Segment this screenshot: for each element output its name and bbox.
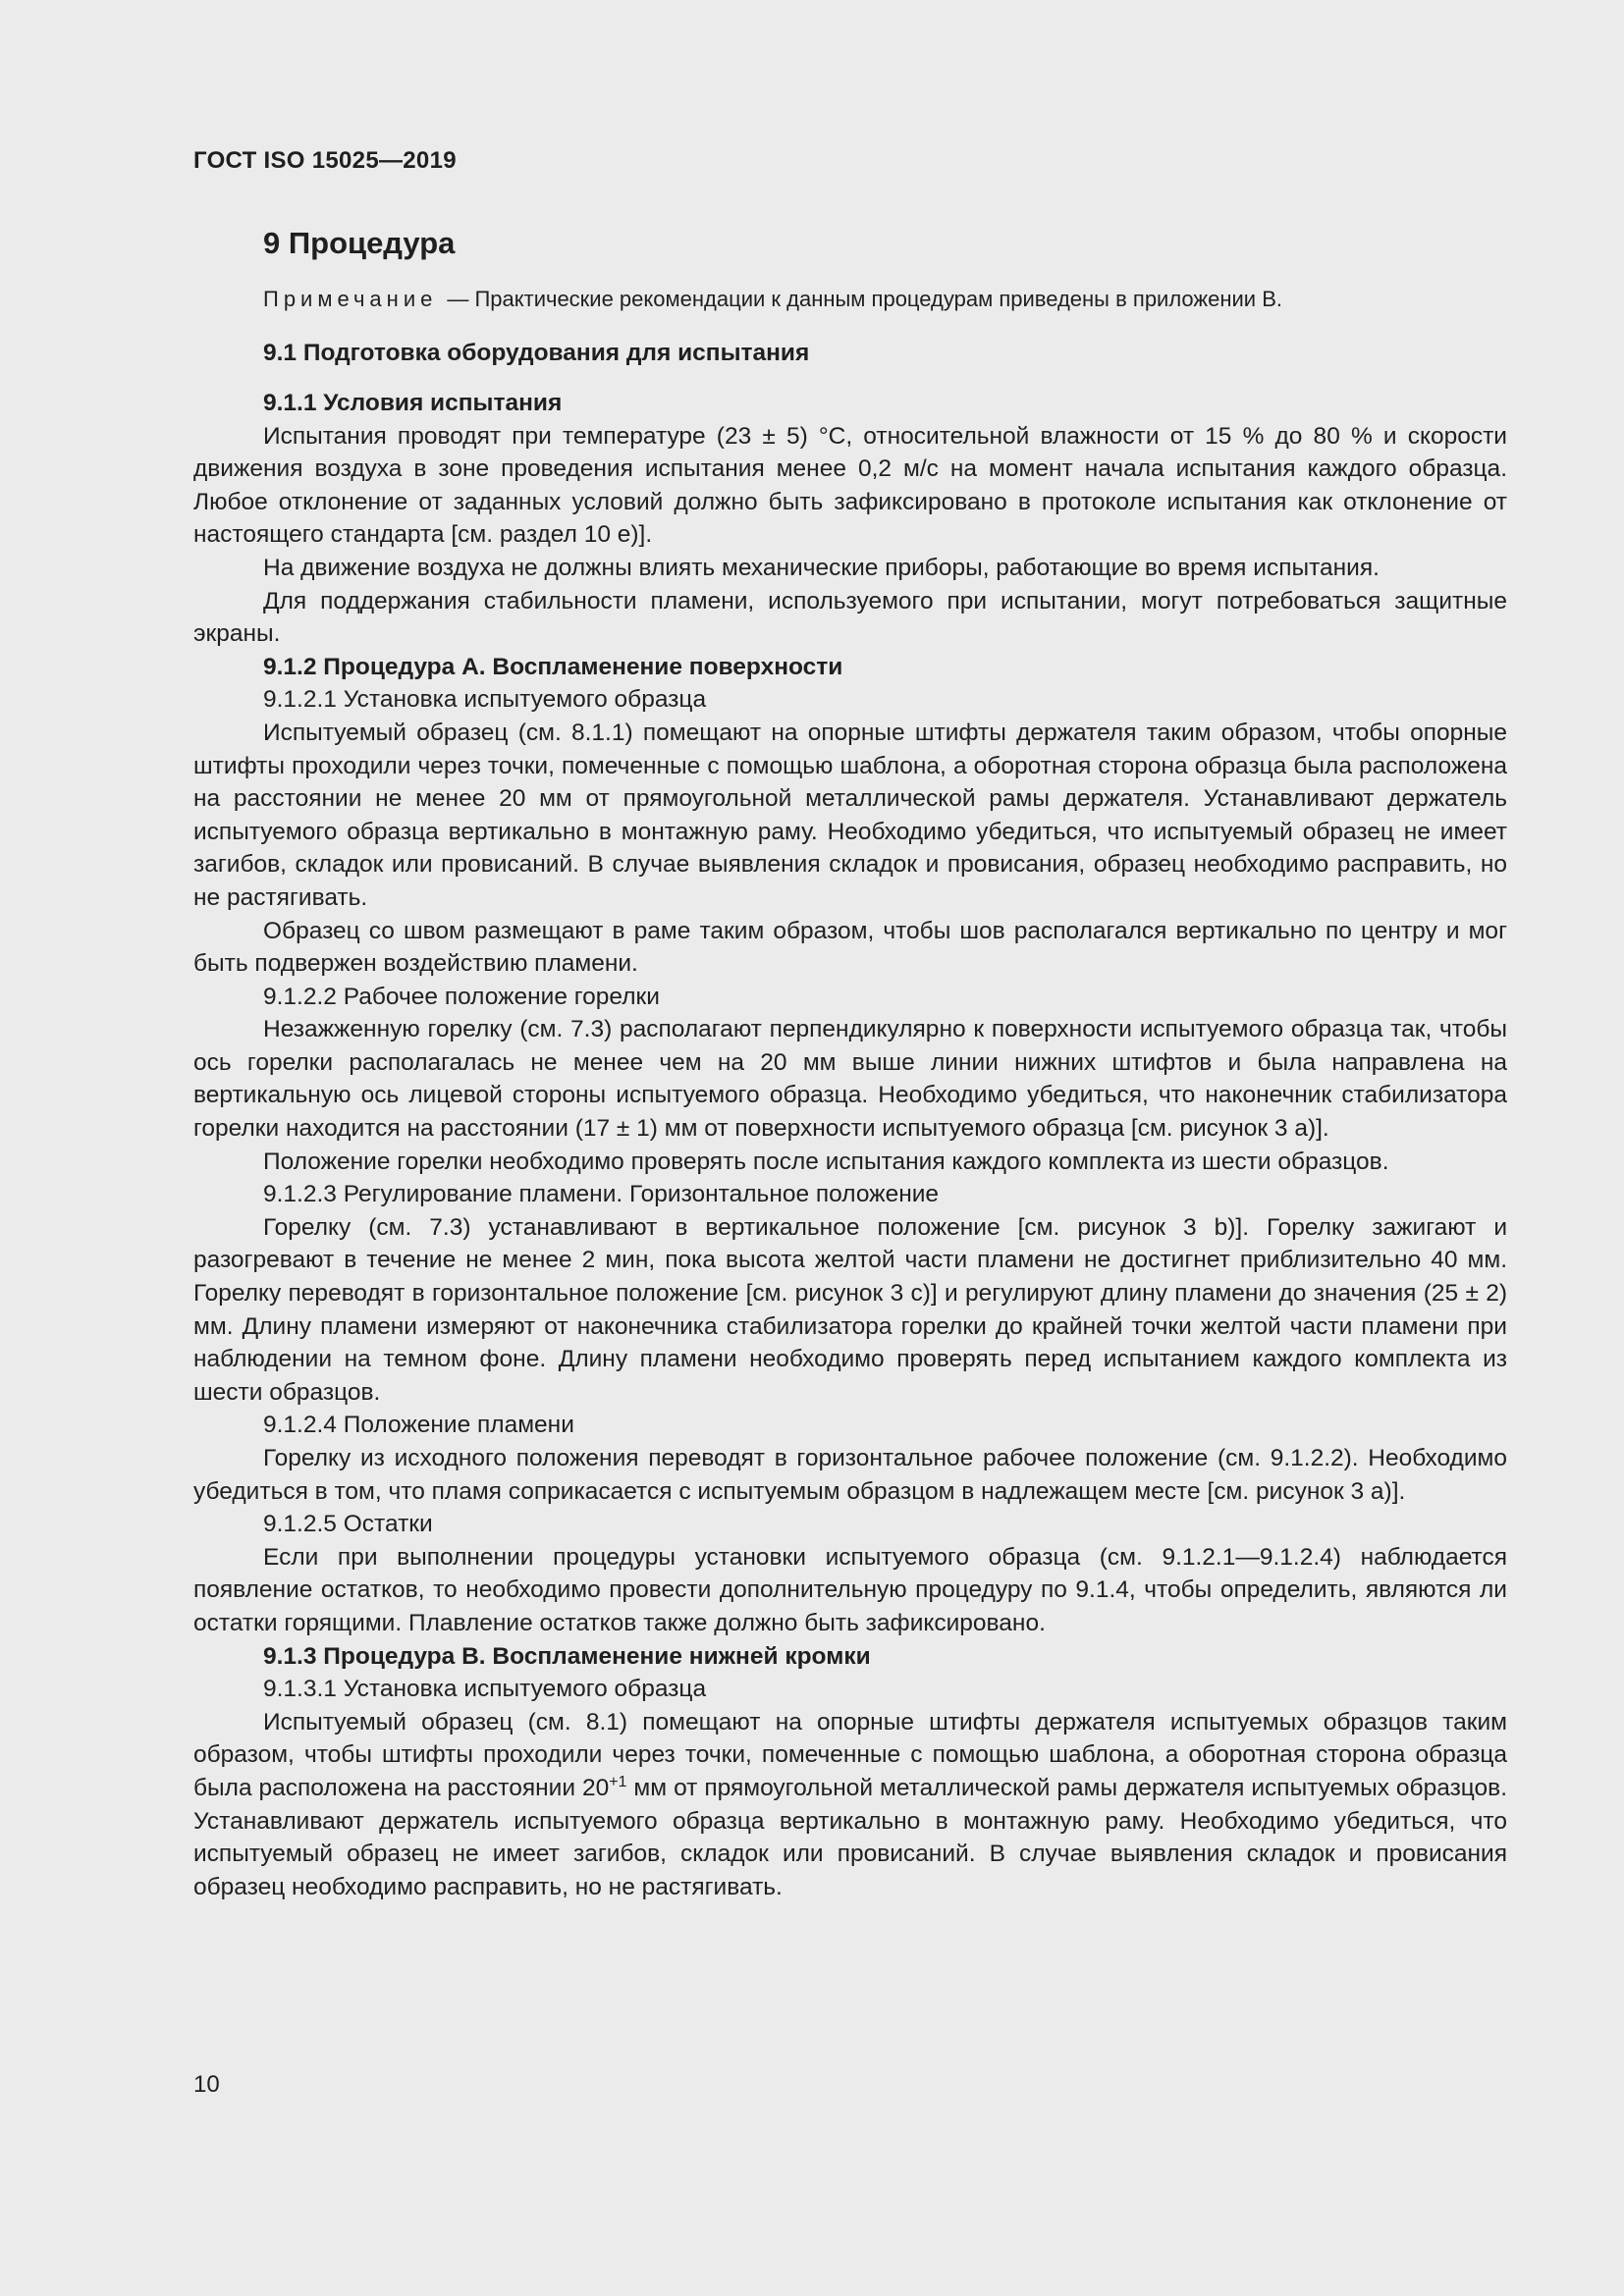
note-text: — Практические рекомендации к данным процедурам приведены в приложении В.	[447, 287, 1282, 311]
heading-9-1-2-2: 9.1.2.2 Рабочее положение горелки	[263, 983, 660, 1010]
section-title: 9 Процедура	[263, 226, 456, 260]
page-number: 10	[193, 2071, 220, 2098]
paragraph: Если при выполнении процедуры установки испытуемого образца (см. 9.1.2.1—9.1.2.4) наблюдается появление остатков, то необходимо провести дополнительную процедуру по 9.1.4, чтобы определить, являются ли остатки горящими. Плавление остатков также должно быть зафиксировано.	[193, 1543, 1507, 1636]
paragraph: Для поддержания стабильности пламени, используемого при испытании, могут потребоваться защитные экраны.	[193, 587, 1507, 648]
heading-9-1-3: 9.1.3 Процедура В. Воспламенение нижней кромки	[263, 1642, 871, 1670]
heading-9-1-2-4: 9.1.2.4 Положение пламени	[263, 1412, 574, 1439]
heading-9-1-2-3: 9.1.2.3 Регулирование пламени. Горизонтальное положение	[263, 1181, 940, 1208]
tolerance-superscript: +1	[609, 1773, 627, 1790]
heading-9-1-2: 9.1.2 Процедура А. Воспламенение поверхности	[263, 653, 843, 680]
paragraph-part: Испытуемый образец (см. 8.1) помещают на опорные штифты держателя испытуемых образцов таким образом, чтобы штифты проходили через точки, помеченные с помощью шаблона, а оборотная сторона образца была расположена на расстоянии 20	[193, 1708, 1507, 1801]
paragraph: Испытуемый образец (см. 8.1.1) помещают на опорные штифты держателя таким образом, чтобы опорные штифты проходили через точки, помеченные с помощью шаблона, а оборотная сторона образца была расположена на расстоянии не менее 20 мм от прямоугольной металлической рамы держателя. Устанавливают держатель испытуемого образца вертикально в монтажную раму. Необходимо убедиться, что испытуемый образец не имеет загибов, складок или провисаний. В случае выявления складок и провисания, образец необходимо расправить, но не растягивать.	[193, 719, 1507, 911]
paragraph: Горелку (см. 7.3) устанавливают в вертикальное положение [см. рисунок 3 b)]. Горелку зажигают и разогревают в течение не менее 2 мин, пока высота желтой части пламени не достигнет приблизительно 40 мм. Горелку переводят в горизонтальное положение [см. рисунок 3 с)] и регулируют длину пламени до значения (25 ± 2) мм. Длину пламени измеряют от наконечника стабилизатора горелки до крайней точки желтой части пламени при наблюдении на темном фоне. Длину пламени необходимо проверять перед испытанием каждого комплекта из шести образцов.	[193, 1213, 1507, 1406]
paragraph: Испытания проводят при температуре (23 ± 5) °С, относительной влажности от 15 % до 80 % и скорости движения воздуха в зоне проведения испытания менее 0,2 м/с на момент начала испытания каждого образца. Любое отклонение от заданных условий должно быть зафиксировано в протоколе испытания как отклонение от настоящего стандарта [см. раздел 10 е)].	[193, 422, 1507, 549]
heading-9-1-2-5: 9.1.2.5 Остатки	[263, 1511, 433, 1538]
heading-9-1-1: 9.1.1 Условия испытания	[263, 390, 563, 416]
note-label: Примечание	[263, 287, 438, 311]
paragraph	[193, 1706, 1507, 1904]
paragraph: Положение горелки необходимо проверять после испытания каждого комплекта из шести образцов.	[263, 1148, 1389, 1175]
subsection-title-9-1: 9.1 Подготовка оборудования для испытания	[263, 340, 810, 366]
paragraph-part: мм от прямоугольной металлической рамы держателя испытуемых образцов. Устанавливают держатель испытуемого образца вертикально в монтажную раму. Необходимо убедиться, что испытуемый образец не имеет загибов, складок или провисаний. В случае выявления складок и провисания образец необходимо расправить, но не растягивать.	[193, 1774, 1508, 1900]
paragraph: На движение воздуха не должны влиять механические приборы, работающие во время испытания.	[263, 554, 1380, 581]
paragraph: Незажженную горелку (см. 7.3) располагают перпендикулярно к поверхности испытуемого образца так, чтобы ось горелки располагалась не менее чем на 20 мм выше линии нижних штифтов и была направлена на вертикальную ось лицевой стороны испытуемого образца. Необходимо убедиться, что наконечник стабилизатора горелки находится на расстоянии (17 ± 1) мм от поверхности испытуемого образца [см. рисунок 3 а)].	[193, 1016, 1507, 1143]
document-header: ГОСТ ISO 15025—2019	[193, 147, 457, 174]
body-text	[193, 387, 1507, 1903]
paragraph: Образец со швом размещают в раме таким образом, чтобы шов располагался вертикально по центру и мог быть подвержен воздействию пламени.	[193, 917, 1507, 978]
heading-9-1-2-1: 9.1.2.1 Установка испытуемого образца	[263, 686, 707, 714]
paragraph: Горелку из исходного положения переводят в горизонтальное рабочее положение (см. 9.1.2.2). Необходимо убедиться в том, что пламя соприкасается с испытуемым образцом в надлежащем месте [см. рисунок 3 а)].	[193, 1445, 1507, 1505]
note	[263, 287, 1282, 312]
heading-9-1-3-1: 9.1.3.1 Установка испытуемого образца	[263, 1676, 707, 1703]
